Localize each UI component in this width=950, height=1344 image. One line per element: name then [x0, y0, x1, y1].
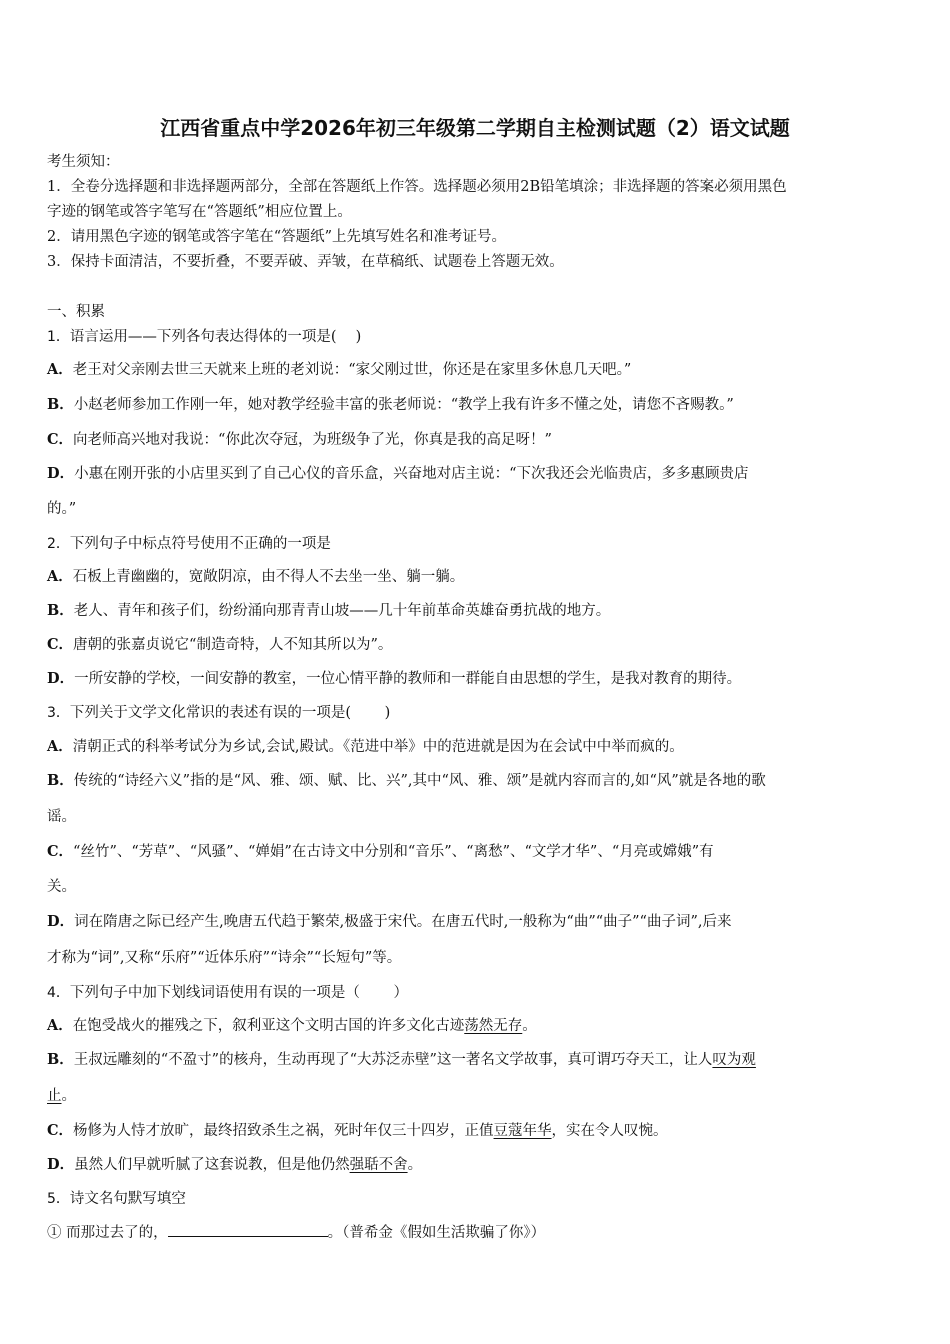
option-text-end: ，实在令人叹惋。 — [551, 1123, 668, 1139]
question-1-option-d-continued: 的。” — [47, 501, 77, 517]
question-text: 下列句子中加下划线词语使用有误的一项是（ ） — [69, 985, 409, 1001]
option-label: C． — [47, 1122, 74, 1139]
option-text: 向老师高兴地对我说：“你此次夺冠，为班级争了光，你真是我的高足呀！” — [73, 432, 552, 448]
option-label: D． — [47, 670, 75, 687]
section-heading: 一、积累 — [47, 304, 105, 320]
option-text: 小赵老师参加工作刚一年，她对教学经验丰富的张老师说：“教学上我有许多不懂之处，请您不吝赐教。” — [73, 397, 734, 413]
notice-item-1-line-1: 1．全卷分选择题和非选择题两部分，全部在答题纸上作答。选择题必须用2B铅笔填涂；非选择题的答案必须用黑色 — [47, 179, 787, 195]
question-number: 1． — [47, 329, 70, 345]
option-text: 杨修为人恃才放旷，最终招致杀生之祸，死时年仅三十四岁，正值 — [73, 1123, 494, 1139]
option-text: 石板上青幽幽的，宽敞阴凉，由不得人不去坐一坐、躺一躺。 — [72, 569, 465, 585]
option-label: C． — [47, 843, 74, 860]
option-label: A． — [47, 1017, 73, 1034]
question-4-option-b[interactable] — [47, 1050, 756, 1070]
question-2-stem — [47, 534, 331, 554]
question-3-option-b-continued: 谣。 — [47, 809, 76, 825]
option-label: B． — [47, 772, 74, 789]
option-label: C． — [47, 431, 74, 448]
question-number: 2． — [47, 536, 70, 552]
question-text: 语言运用——下列各句表达得体的一项是( ) — [69, 329, 362, 345]
question-4-option-a[interactable] — [47, 1016, 537, 1036]
option-label: B． — [47, 1051, 74, 1068]
question-4-option-c[interactable] — [47, 1121, 668, 1141]
notice-item-1-line-2: 字迹的钢笔或答字笔写在“答题纸”相应位置上。 — [47, 204, 352, 220]
question-3-stem — [47, 703, 390, 723]
question-3-option-b[interactable] — [47, 771, 766, 791]
option-text: 老王对父亲刚去世三天就来上班的老刘说：“家父刚过世，你还是在家里多休息几天吧。” — [72, 362, 632, 378]
question-4-option-b-continued — [47, 1086, 76, 1106]
question-text: 下列关于文学文化常识的表述有误的一项是( ) — [69, 705, 391, 721]
option-text: 在饱受战火的摧残之下，叙利亚这个文明古国的许多文化古迹 — [72, 1018, 465, 1034]
option-label: B． — [47, 602, 74, 619]
question-1-option-d[interactable] — [47, 464, 749, 484]
notice-item-3: 3．保持卡面清洁，不要折叠，不要弄破、弄皱，在草稿纸、试题卷上答题无效。 — [47, 254, 564, 270]
option-label: D． — [47, 1156, 75, 1173]
underlined-phrase: 豆蔻年华 — [493, 1123, 552, 1139]
option-text: 王叔远雕刻的“不盈寸”的核舟，生动再现了“大苏泛赤壁”这一著名文学故事，真可谓巧夺天工，让人 — [73, 1052, 713, 1068]
question-text: 诗文名句默写填空 — [69, 1191, 186, 1207]
question-number: 3． — [47, 705, 70, 721]
question-1-stem — [47, 327, 361, 347]
option-label: A． — [47, 568, 73, 585]
question-4-option-d[interactable] — [47, 1155, 422, 1175]
option-text: “丝竹”、“芳草”、“风骚”、“婵娟”在古诗文中分别和“音乐”、“离愁”、“文学才华”、“月亮或嫦娥”有 — [73, 844, 714, 860]
option-text-end: 。 — [61, 1088, 76, 1104]
option-text: 虽然人们早就听腻了这套说教，但是他仍然 — [74, 1157, 350, 1173]
underlined-phrase: 强聒不舍 — [349, 1157, 408, 1173]
option-text: 传统的“诗经六义”指的是“风、雅、颂、赋、比、兴”,其中“风、雅、颂”是就内容而言的,如“风”就是各地的歌 — [73, 773, 766, 789]
option-label: C． — [47, 636, 74, 653]
question-1-option-b[interactable] — [47, 395, 734, 415]
question-1-option-c[interactable] — [47, 430, 552, 450]
notice-header: 考生须知： — [47, 154, 120, 170]
item-text-end: 。（普希金《假如生活欺骗了你》） — [327, 1225, 546, 1241]
option-text-end: 。 — [522, 1018, 537, 1034]
question-3-option-c-continued: 关。 — [47, 879, 76, 895]
underlined-phrase: 叹为观 — [712, 1052, 756, 1068]
question-4-stem — [47, 983, 408, 1003]
question-3-option-d-continued: 才称为“词”,又称“乐府”“近体乐府”“诗余”“长短句”等。 — [47, 950, 402, 966]
question-text: 下列句子中标点符号使用不正确的一项是 — [69, 536, 331, 552]
option-label: A． — [47, 361, 73, 378]
question-number: 5． — [47, 1191, 70, 1207]
question-3-option-d[interactable] — [47, 912, 732, 932]
option-text-end: 。 — [407, 1157, 423, 1173]
option-label: D． — [47, 465, 75, 482]
question-3-option-a[interactable] — [47, 737, 684, 757]
question-2-option-c[interactable] — [47, 635, 392, 655]
option-label: D． — [47, 913, 75, 930]
option-text: 唐朝的张嘉贞说它“制造奇特，人不知其所以为”。 — [73, 637, 393, 653]
option-text: 老人、青年和孩子们，纷纷涌向那青青山坡——几十年前革命英雄奋勇抗战的地方。 — [73, 603, 611, 619]
question-5-stem — [47, 1189, 186, 1209]
option-text: 清朝正式的科举考试分为乡试,会试,殿试。《范进中举》中的范进就是因为在会试中中举而疯的。 — [72, 739, 684, 755]
underlined-phrase: 止 — [47, 1088, 62, 1104]
underlined-phrase: 荡然无存 — [464, 1018, 523, 1034]
question-2-option-a[interactable] — [47, 567, 464, 587]
option-label: A． — [47, 738, 73, 755]
question-2-option-d[interactable] — [47, 669, 741, 689]
item-text: ① 而那过去了的， — [47, 1225, 168, 1241]
question-5-item-1 — [47, 1222, 545, 1243]
page-title: 江西省重点中学2026年初三年级第二学期自主检测试题（2）语文试题 — [160, 116, 790, 140]
option-text: 一所安静的学校，一间安静的教室，一位心情平静的教师和一群能自由思想的学生，是我对教育的期待。 — [74, 671, 742, 687]
question-2-option-b[interactable] — [47, 601, 610, 621]
answer-blank[interactable] — [168, 1222, 328, 1237]
option-label: B． — [47, 396, 74, 413]
option-text: 词在隋唐之际已经产生,晚唐五代趋于繁荣,极盛于宋代。在唐五代时,一般称为“曲”“曲子”“曲子词”,后来 — [74, 914, 732, 930]
question-3-option-c[interactable] — [47, 842, 714, 862]
notice-item-2: 2．请用黑色字迹的钢笔或答字笔在“答题纸”上先填写姓名和准考证号。 — [47, 229, 507, 245]
question-number: 4． — [47, 985, 70, 1001]
question-1-option-a[interactable] — [47, 360, 631, 380]
option-text: 小惠在刚开张的小店里买到了自己心仪的音乐盒，兴奋地对店主说：“下次我还会光临贵店，多多惠顾贵店 — [74, 466, 749, 482]
